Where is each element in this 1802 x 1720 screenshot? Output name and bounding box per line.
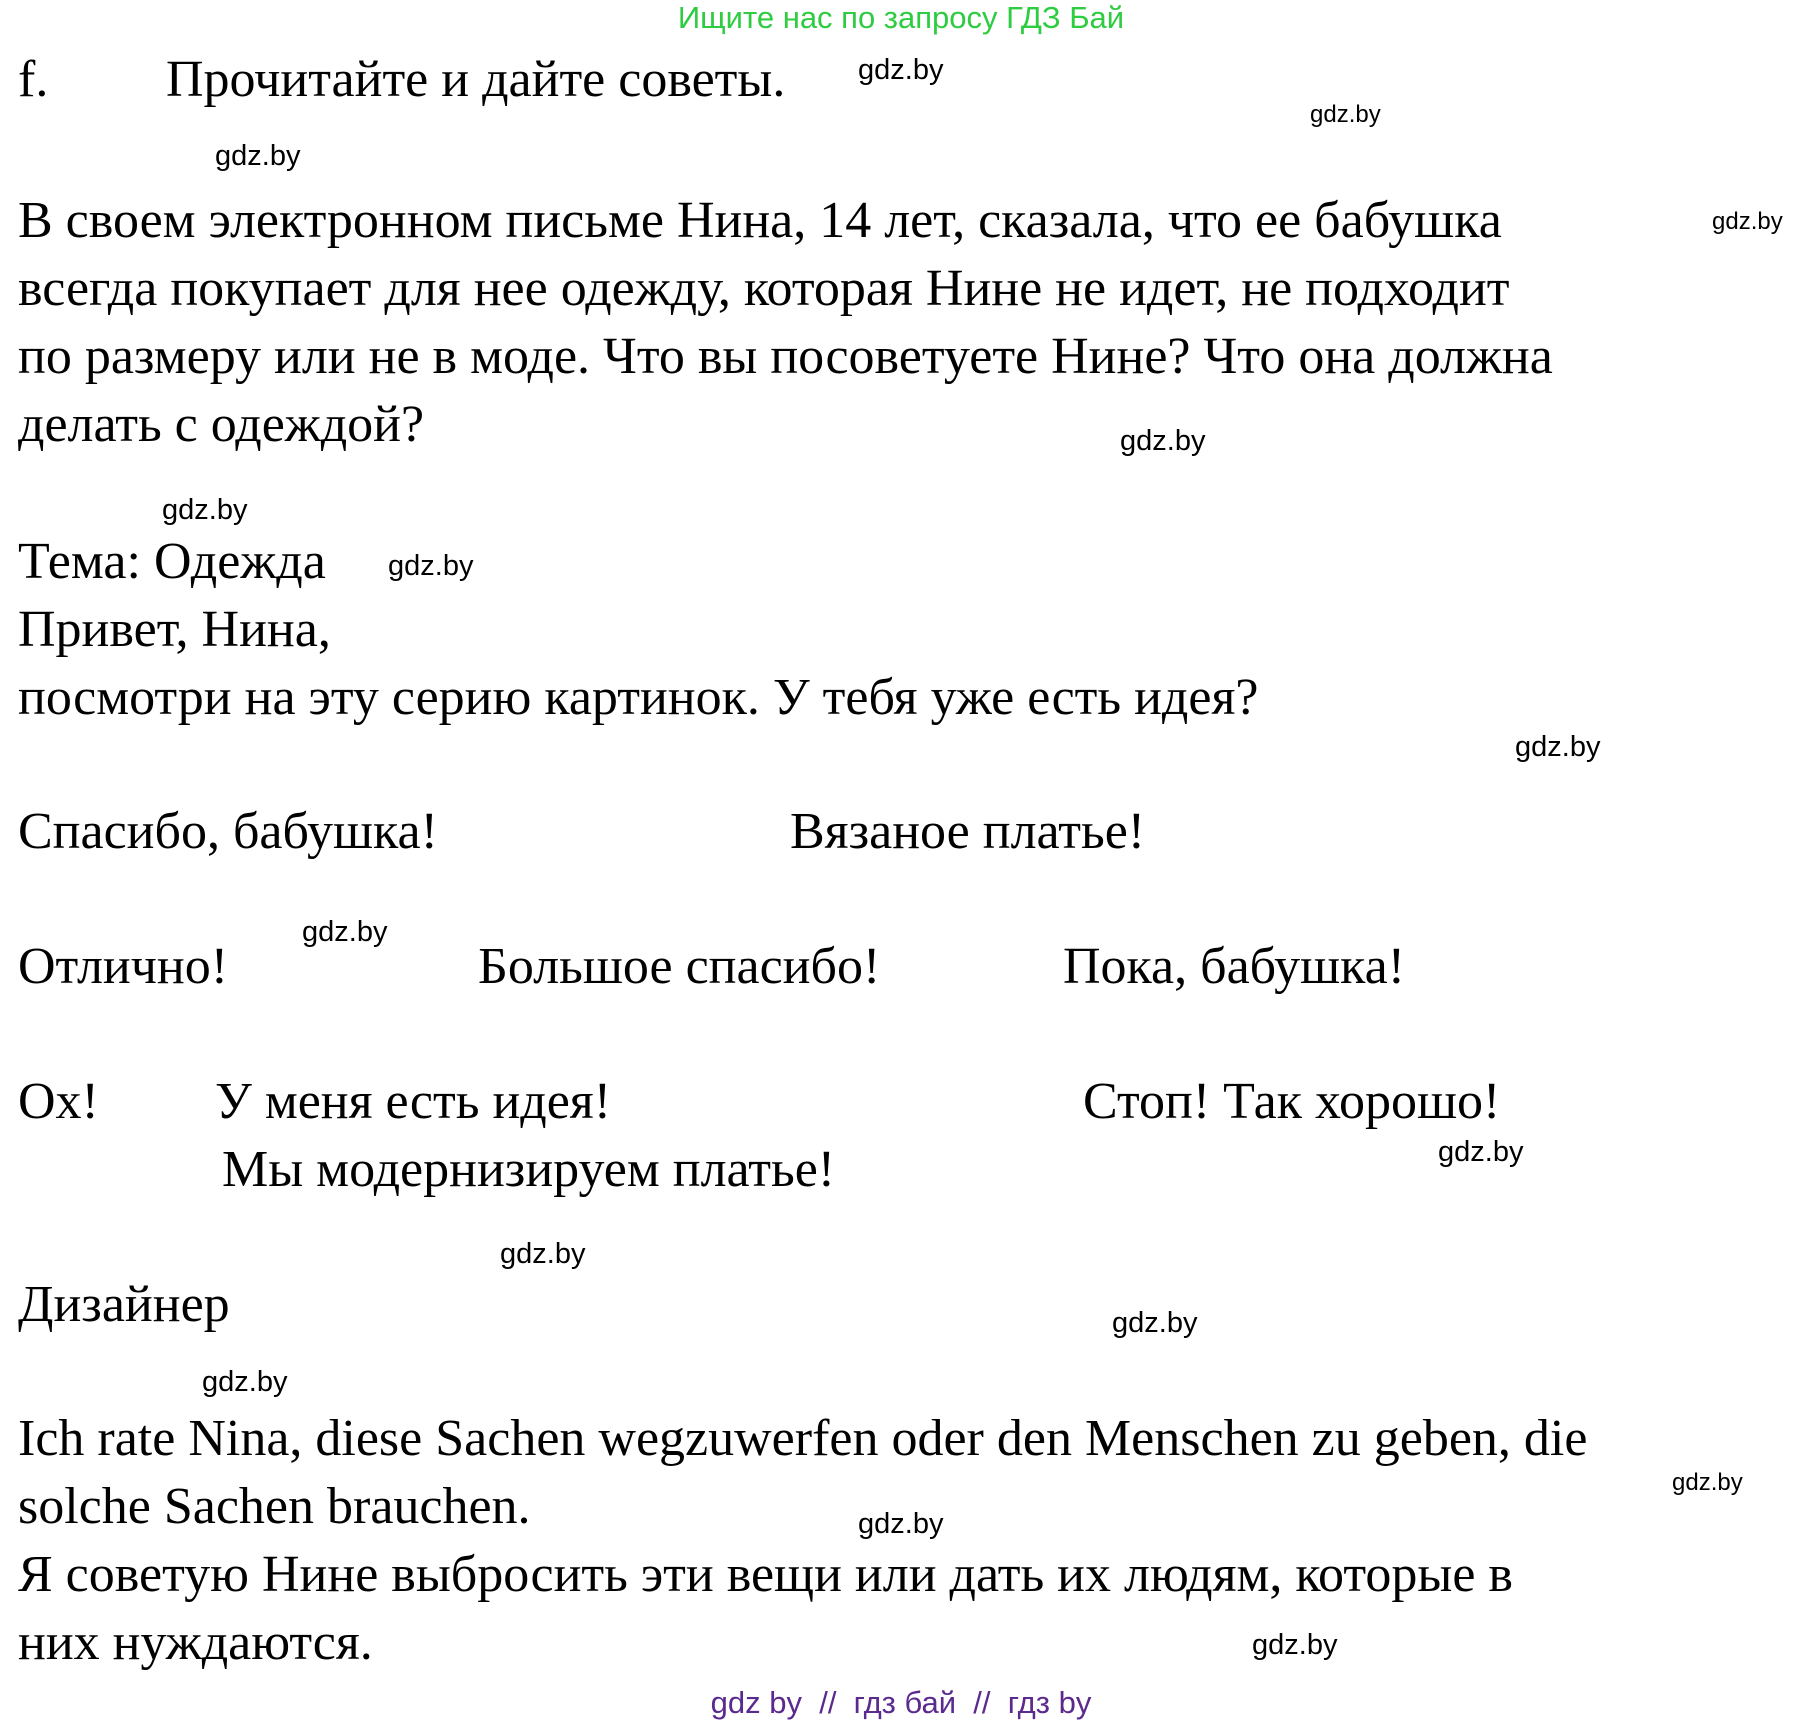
task-title: Прочитайте и дайте советы. — [166, 51, 786, 108]
watermark: gdz.by — [1712, 208, 1783, 235]
watermark: gdz.by — [1310, 101, 1381, 128]
watermark: gdz.by — [1112, 1307, 1198, 1339]
phrase-have-idea: У меня есть идея! — [215, 1073, 612, 1130]
phrase-bye-grandma: Пока, бабушка! — [1063, 938, 1406, 995]
watermark: gdz.by — [1120, 425, 1206, 457]
watermark: gdz.by — [858, 1508, 944, 1540]
bottom-banner: gdz by // гдз бай // гдз by — [710, 1685, 1092, 1720]
watermark: gdz.by — [215, 140, 301, 172]
phrase-knitted-dress: Вязаное платье! — [790, 803, 1146, 860]
phrase-designer: Дизайнер — [18, 1276, 230, 1333]
answer-ru-line-2: них нуждаются. — [18, 1614, 373, 1671]
phrase-great: Отлично! — [18, 938, 229, 995]
task-letter: f. — [18, 51, 49, 108]
answer-de-line-1: Ich rate Nina, diese Sachen wegzuwerfen oder den Menschen zu geben, die — [18, 1410, 1588, 1467]
prompt-line-4: делать с одеждой? — [18, 396, 425, 453]
phrase-modernize: Мы модернизируем платье! — [222, 1141, 836, 1198]
watermark: gdz.by — [388, 550, 474, 582]
watermark: gdz.by — [1252, 1629, 1338, 1661]
email-subject: Тема: Одежда — [18, 533, 326, 590]
answer-ru-line-1: Я советую Нине выбросить эти вещи или дать их людям, которые в — [18, 1546, 1513, 1603]
watermark: gdz.by — [162, 494, 248, 526]
phrase-big-thanks: Большое спасибо! — [478, 938, 881, 995]
email-body: посмотри на эту серию картинок. У тебя уже есть идея? — [18, 669, 1259, 726]
watermark: gdz.by — [202, 1366, 288, 1398]
watermark: gdz.by — [1438, 1136, 1524, 1168]
watermark: gdz.by — [500, 1238, 586, 1270]
top-banner: Ищите нас по запросу ГДЗ Бай — [677, 0, 1125, 35]
phrase-oh: Ох! — [18, 1073, 99, 1130]
prompt-line-2: всегда покупает для нее одежду, которая Нине не идет, не подходит — [18, 260, 1510, 317]
watermark: gdz.by — [1515, 731, 1601, 763]
watermark: gdz.by — [1672, 1469, 1743, 1496]
watermark: gdz.by — [858, 54, 944, 86]
phrase-thanks-grandma: Спасибо, бабушка! — [18, 803, 438, 860]
prompt-line-3: по размеру или не в моде. Что вы посоветуете Нине? Что она должна — [18, 328, 1553, 385]
answer-de-line-2: solche Sachen brauchen. — [18, 1478, 531, 1535]
watermark: gdz.by — [302, 916, 388, 948]
prompt-line-1: В своем электронном письме Нина, 14 лет, сказала, что ее бабушка — [18, 192, 1502, 249]
phrase-stop-good: Стоп! Так хорошо! — [1083, 1073, 1501, 1130]
email-greeting: Привет, Нина, — [18, 601, 331, 658]
